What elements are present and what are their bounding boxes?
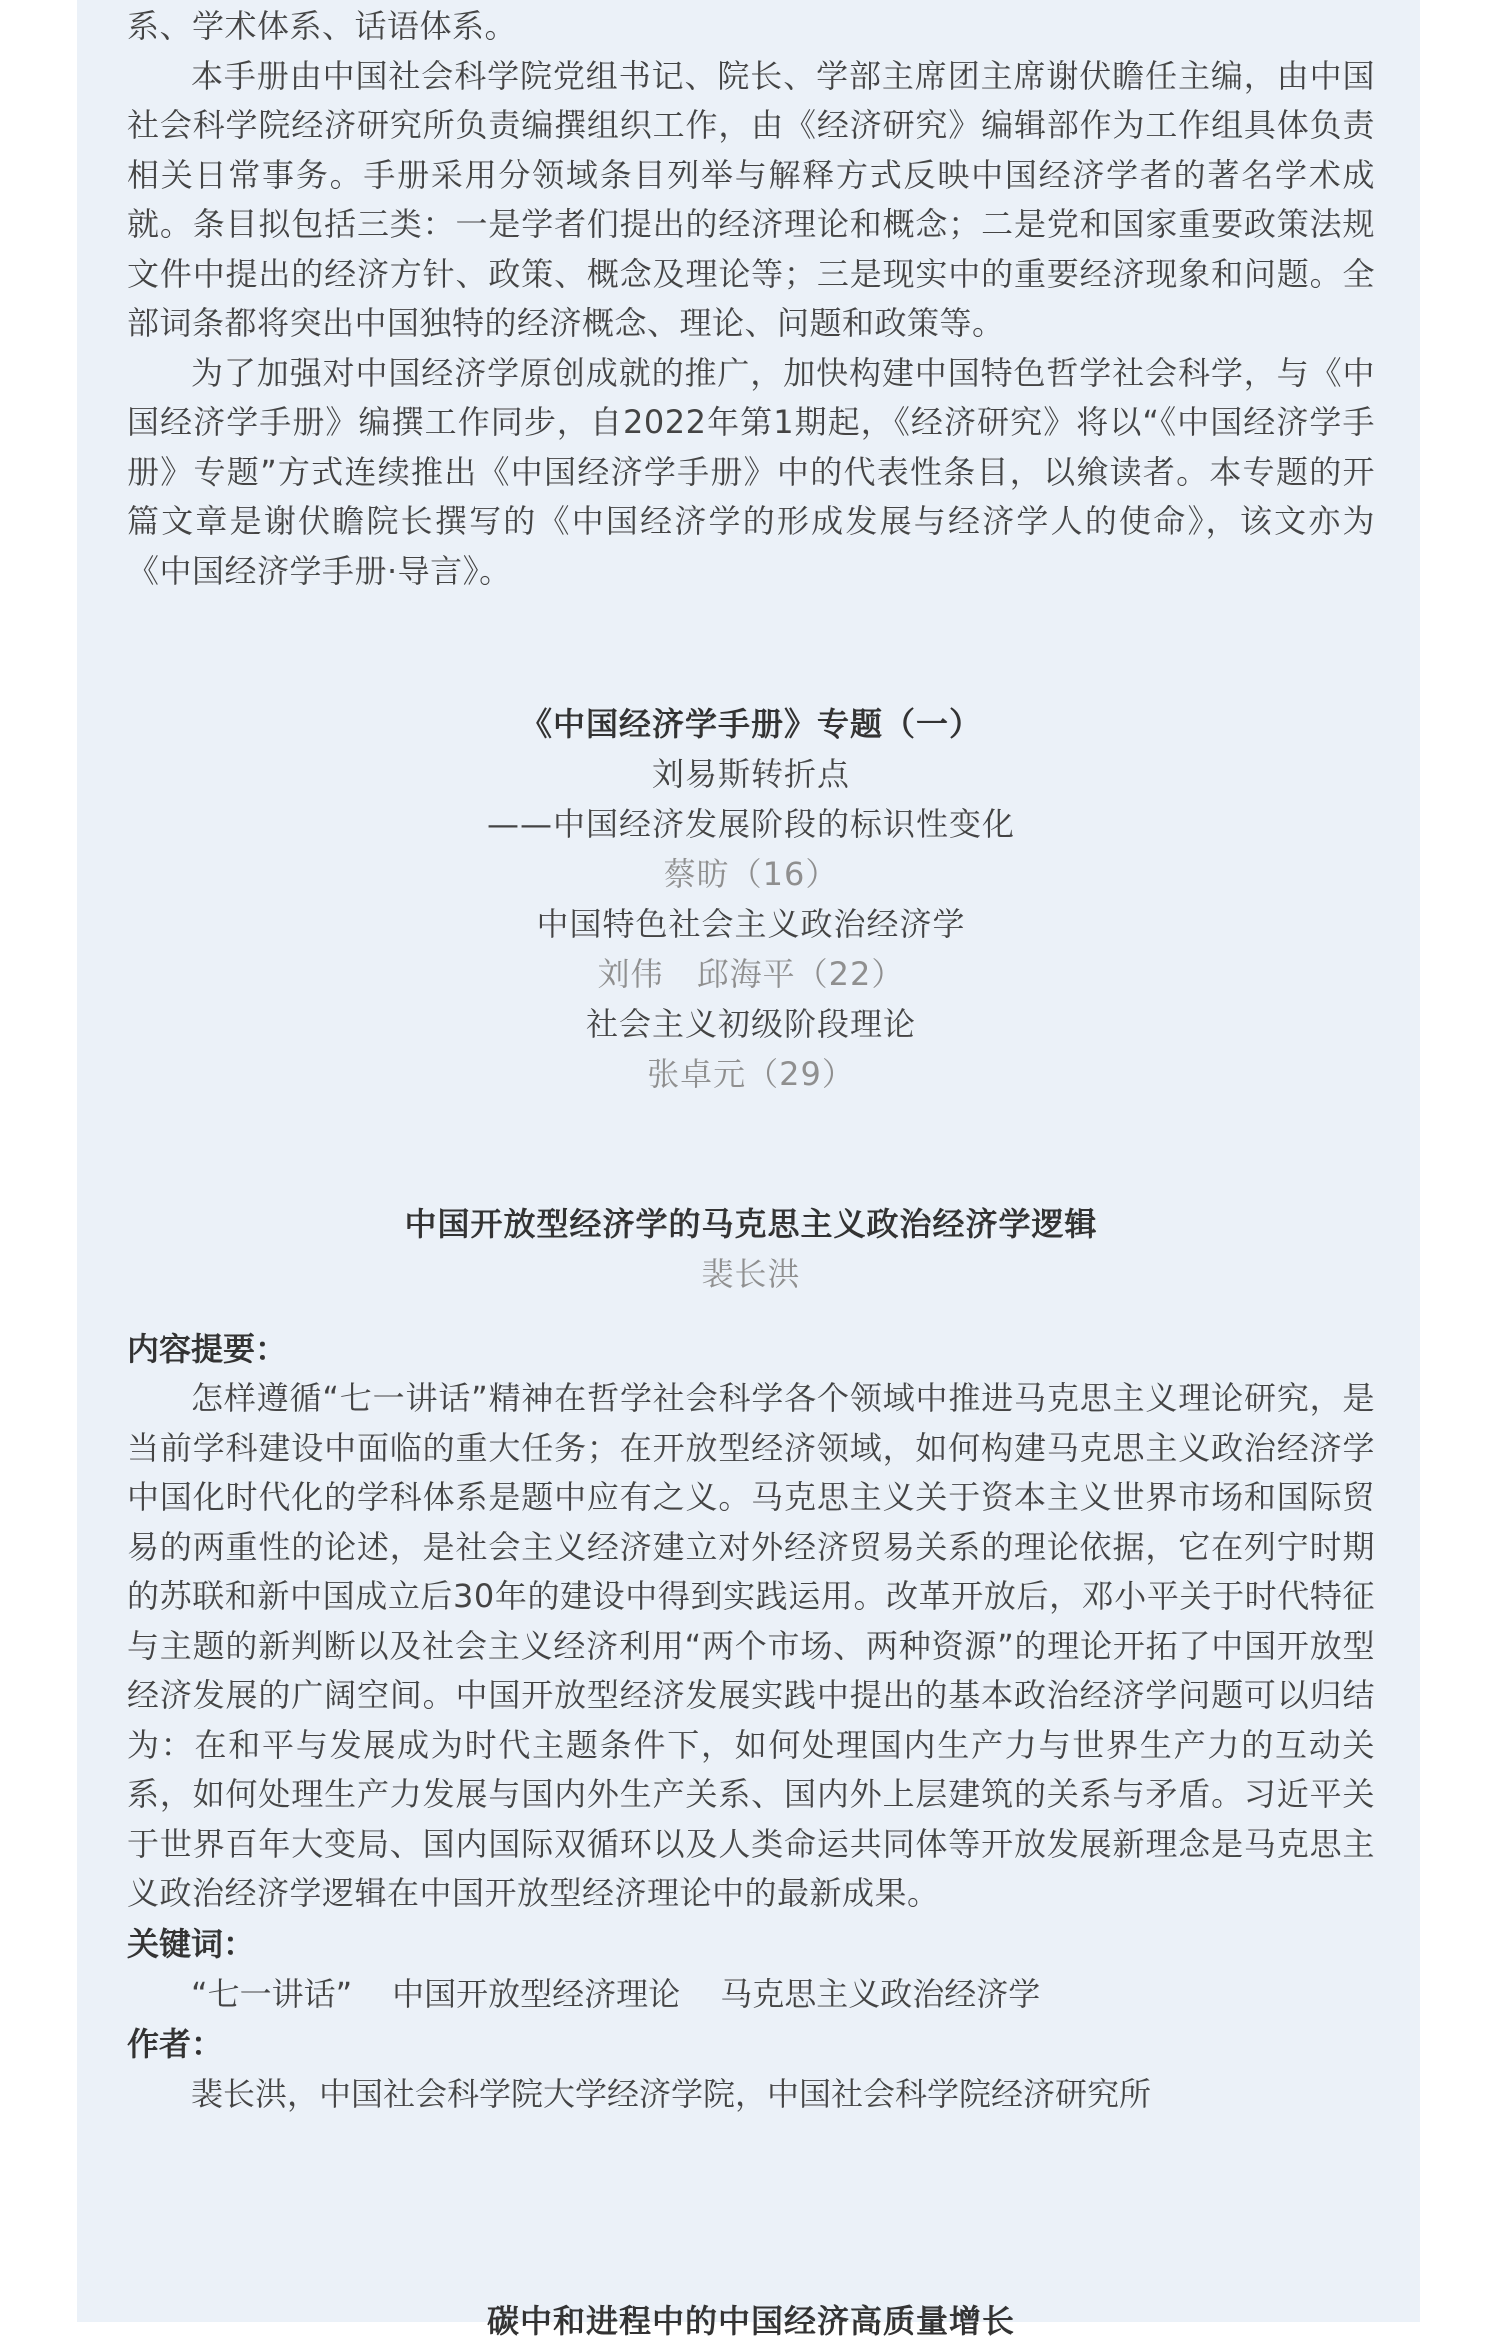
intro-line-0: 系、学术体系、话语体系。 [127,7,518,45]
abstract-text: 怎样遵循“七一讲话”精神在哲学社会科学各个领域中推进马克思主义理论研究，是当前学科建设中面临的重大任务；在开放型经济领域，如何构建马克思主义政治经济学中国化时代化的学科体系是题中应有之义。马克思主义关于资本主义世界市场和国际贸易的两重性的论述，是社会主义经济建立对外经济贸易关系的理论依据，它在列宁时期的苏联和新中国成立后30年的建设中得到实践运用。改革开放后，邓小平关于时代特征与主题的新判断以及社会主义经济利用“两个市场、两种资源”的理论开拓了中国开放型经济发展的广阔空间。中国开放型经济发展实践中提出的基本政治经济学问题可以归结为：在和平与发展成为时代主题条件下，如何处理国内生产力与世界生产力的互动关系，如何处理生产力发展与国内外生产关系、国内外上层建筑的关系与矛盾。习近平关于世界百年大变局、国内国际双循环以及人类命运共同体等开放发展新理念是马克思主义政治经济学逻辑在中国开放型经济理论中的最新成果。 [127,1379,1375,1912]
article-title[interactable]: 中国开放型经济学的马克思主义政治经济学逻辑 [404,1205,1098,1243]
keyword: 中国开放型经济理论 [392,1974,681,2013]
keyword: “七一讲话” [191,1974,353,2013]
special-topic-block [127,699,1375,1099]
special-item-subtitle[interactable]: ——中国经济发展阶段的标识性变化 [486,805,1015,843]
page-content [127,0,1375,2119]
special-item-title[interactable]: 中国特色社会主义政治经济学 [536,905,966,943]
abstract-label: 内容提要： [127,1330,288,1368]
intro-paragraph-1: 本手册由中国社会科学院党组书记、院长、学部主席团主席谢伏瞻任主编，由中国社会科学院经济研究所负责编撰组织工作，由《经济研究》编辑部作为工作组具体负责相关日常事务。手册采用分领域条目列举与解释方式反映中国经济学者的著名学术成就。条目拟包括三类：一是学者们提出的经济理论和概念；二是党和国家重要政策法规文件中提出的经济方针、政策、概念及理论等；三是现实中的重要经济现象和问题。全部词条都将突出中国独特的经济概念、理论、问题和政策等。 [127,56,1375,342]
keywords-list [127,1969,1375,2019]
special-item-author: 蔡昉（16） [663,855,839,893]
authors-label: 作者： [127,2024,224,2063]
keyword: 马克思主义政治经济学 [720,1974,1041,2013]
keywords-label: 关键词： [127,1924,256,1963]
special-item-title[interactable]: 刘易斯转折点 [651,755,850,793]
special-item-title[interactable]: 社会主义初级阶段理论 [585,1005,916,1043]
article-author: 裴长洪 [701,1255,801,1293]
next-article-title[interactable]: 碳中和进程中的中国经济高质量增长 [486,2302,1015,2340]
intro-paragraph-2: 为了加强对中国经济学原创成就的推广，加快构建中国特色哲学社会科学，与《中国经济学手册》编撰工作同步，自2022年第1期起，《经济研究》将以“《中国经济学手册》专题”方式连续推出《中国经济学手册》中的代表性条目，以飨读者。本专题的开篇文章是谢伏瞻院长撰写的《中国经济学的形成发展与经济学人的使命》，该文亦为《中国经济学手册·导言》。 [127,353,1375,590]
authors-affiliation: 裴长洪，中国社会科学院大学经济学院，中国社会科学院经济研究所 [191,2074,1152,2113]
special-item-author: 刘伟 邱海平（22） [597,955,905,993]
special-item-author: 张卓元（29） [647,1055,855,1093]
article-header [127,1199,1375,1299]
special-topic-title: 《中国经济学手册》专题（一） [519,705,982,743]
